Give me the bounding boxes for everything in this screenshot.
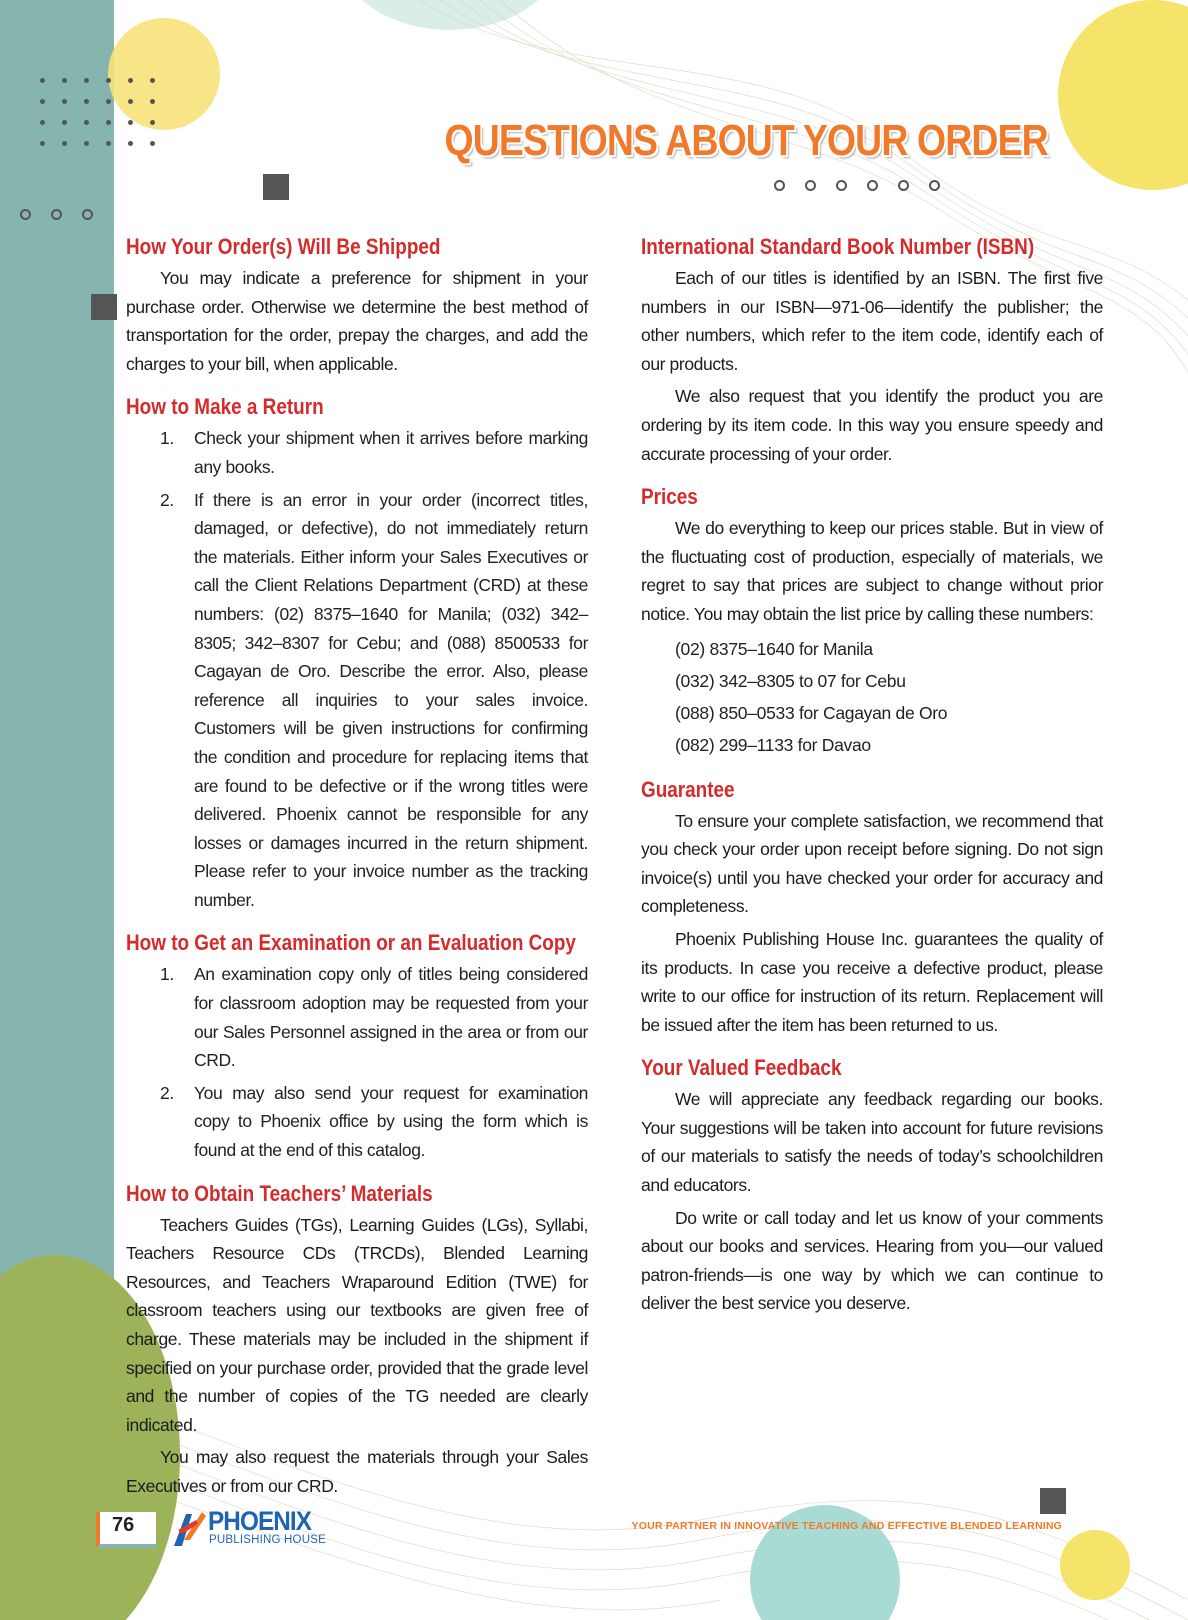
paragraph: You may also request the materials through your Sales Executives or from our CRD. bbox=[126, 1447, 588, 1496]
paragraph: Each of our titles is identified by an ISBN. The first five numbers in our ISBN—971-06—identify the publisher; the other numbers, which refer to the item code, identify each of our products. bbox=[641, 268, 1103, 374]
footer-tagline: YOUR PARTNER IN INNOVATIVE TEACHING AND EFFECTIVE BLENDED LEARNING bbox=[631, 1520, 1062, 1532]
list-item bbox=[126, 424, 588, 481]
paragraph: We also request that you identify the product you are ordering by its item code. In this way you ensure speedy and accurate processing of your order. bbox=[641, 386, 1103, 464]
decorative-dot-grid bbox=[40, 78, 172, 146]
numbered-list bbox=[126, 424, 588, 914]
list-number: 2. bbox=[160, 489, 174, 510]
section-feedback bbox=[641, 1053, 1103, 1318]
list-number: 1. bbox=[160, 964, 174, 985]
list-item bbox=[126, 486, 588, 915]
list-text: Check your shipment when it arrives before marking any books. bbox=[194, 428, 588, 477]
phone-number-cebu: (032) 342–8305 to 07 for Cebu bbox=[675, 670, 906, 691]
paragraph: Do write or call today and let us know of your comments about our books and services. Hearing from you—our valued patron-friends—is one way by which we can continue to deliver the best service you deserve. bbox=[641, 1207, 1103, 1314]
phone-number-manila: (02) 8375–1640 for Manila bbox=[675, 638, 873, 659]
list-number: 1. bbox=[160, 428, 174, 449]
section-heading: How to Obtain Teachers’ Materials bbox=[126, 1180, 433, 1206]
list-text: If there is an error in your order (incorrect titles, damaged, or defective), do not immediately return the materials. Either inform your Sales Executives or call the Client Relations Department (CRD) at these numbers: (02) 8375–1640 for Manila; (032) 342–8305; 342–8307 for Cebu; and (088) 8500533 for Cagayan de Oro. Describe the error. Also, please reference all inquiries to your sales invoice. Customers will be given instructions for confirming the condition and procedure for replacing items that are found to be defective or if the wrong titles were delivered. Phoenix cannot be responsible for any losses or damages incurred in the return shipment. Please refer to your invoice number as the tracking number. bbox=[194, 489, 588, 910]
section-heading: How to Make a Return bbox=[126, 394, 324, 420]
page-number: 76 bbox=[112, 1514, 135, 1536]
page-title: QUESTIONS ABOUT YOUR ORDER bbox=[444, 116, 1048, 165]
list-item bbox=[126, 1079, 588, 1165]
section-heading: How Your Order(s) Will Be Shipped bbox=[126, 234, 441, 259]
decorative-rings-title bbox=[774, 180, 940, 191]
decorative-circle-yellow-bottom bbox=[1060, 1530, 1130, 1600]
list-text: An examination copy only of titles being considered for classroom adoption may be requested from your our Sales Personnel assigned in the area or from our CRD. bbox=[194, 964, 588, 1071]
paragraph: We do everything to keep our prices stable. But in view of the fluctuating cost of production, especially of materials, we regret to say that prices are subject to change without prior notice. You may obtain the list price by calling these numbers: bbox=[641, 518, 1103, 624]
paragraph: Phoenix Publishing House Inc. guarantees the quality of its products. In case you receive a defective product, please write to our office for instruction of its return. Replacement will be issued after the item has been returned to us. bbox=[641, 928, 1103, 1035]
decorative-square-bottom bbox=[1040, 1488, 1066, 1514]
decorative-square-top bbox=[263, 174, 289, 200]
section-heading: Prices bbox=[641, 484, 698, 510]
decorative-square-left bbox=[91, 294, 117, 320]
decorative-rings-left bbox=[20, 209, 93, 220]
list-item bbox=[126, 960, 588, 1074]
section-heading: Your Valued Feedback bbox=[641, 1055, 842, 1081]
section-teachers-materials bbox=[126, 1179, 588, 1501]
section-guarantee bbox=[641, 775, 1103, 1040]
numbered-list bbox=[126, 960, 588, 1164]
left-column bbox=[126, 232, 588, 1515]
phoenix-logo bbox=[172, 1506, 332, 1552]
section-returns bbox=[126, 392, 588, 914]
section-heading: Guarantee bbox=[641, 776, 735, 802]
section-examination-copy bbox=[126, 928, 588, 1164]
section-heading: How to Get an Examination or an Evaluation Copy bbox=[126, 930, 576, 956]
list-text: You may also send your request for examination copy to Phoenix office by using the form which is found at the end of this catalog. bbox=[194, 1082, 588, 1161]
logo-subtitle: PUBLISHING HOUSE bbox=[209, 1534, 326, 1546]
section-heading: International Standard Book Number (ISBN) bbox=[641, 234, 1035, 259]
list-number: 2. bbox=[160, 1082, 174, 1103]
paragraph: We will appreciate any feedback regarding our books. Your suggestions will be taken into account for future revisions of our materials to satisfy the needs of today’s schoolchildren and educators. bbox=[641, 1089, 1103, 1196]
section-isbn bbox=[641, 232, 1103, 468]
section-prices bbox=[641, 482, 1103, 760]
logo-wordmark: PHOENIX bbox=[208, 1506, 312, 1536]
section-shipping bbox=[126, 232, 588, 378]
phone-number-davao: (082) 299–1133 for Davao bbox=[675, 734, 871, 755]
right-column bbox=[641, 232, 1103, 1332]
phone-number-cagayan: (088) 850–0533 for Cagayan de Oro bbox=[675, 702, 948, 723]
paragraph: To ensure your complete satisfaction, we recommend that you check your order upon receipt before signing. Do not sign invoice(s) until you have checked your order for accuracy and completeness. bbox=[641, 810, 1103, 917]
phoenix-bird-icon bbox=[172, 1510, 206, 1548]
paragraph: Teachers Guides (TGs), Learning Guides (LGs), Syllabi, Teachers Resource CDs (TRCDs), Blended Learning Resources, and Teachers Wraparound Edition (TWE) for classroom teachers using our textbooks are given free of charge. These materials may be included in the shipment if specified on your purchase order, provided that the grade level and the number of copies of the TG needed are clearly indicated. bbox=[126, 1214, 588, 1435]
paragraph: You may indicate a preference for shipment in your purchase order. Otherwise we determine the best method of transportation for the order, prepay the charges, and add the charges to your bill, when applicable. bbox=[126, 268, 588, 374]
